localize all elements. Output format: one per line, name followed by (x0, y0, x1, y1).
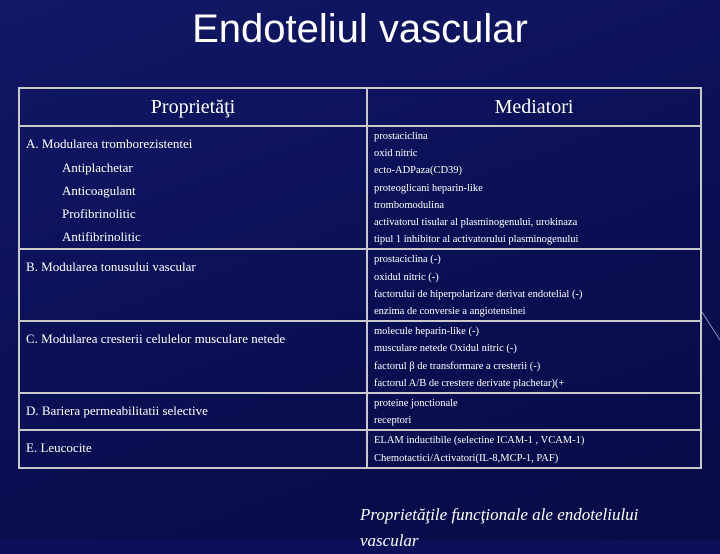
mediator-item: factorul A/B de crestere derivate plachetar)(+ (374, 377, 565, 389)
mediator-item: Chemotactici/Activatori(IL-8,MCP-1, PAF) (374, 452, 559, 464)
mediator-item: prostaciclina (-) (374, 254, 441, 266)
mediator-item: proteine jonctionale (374, 398, 458, 410)
property-cell (19, 126, 367, 249)
mediator-item: enzima de conversie a angiotensinei (374, 306, 526, 318)
sub-property: Anticoagulant (62, 183, 136, 198)
properties-table (18, 87, 702, 469)
mediator-item: factorul β de transformare a cresterii (-) (374, 360, 541, 372)
sub-property: Antiplachetar (62, 160, 133, 175)
property-label: A. Modularea tromborezistentei (26, 136, 193, 151)
property-cell (19, 393, 367, 430)
property-cell (19, 249, 367, 321)
header-properties: Proprietăţi (19, 88, 367, 126)
mediator-item: receptori (374, 415, 412, 427)
mediator-item: activatorul tisular al plasminogenului, urokinaza (374, 217, 578, 229)
mediators-cell (367, 321, 701, 393)
slide-caption: Proprietăţile funcţionale ale endoteliului vascular (360, 505, 639, 550)
mediator-item: factorului de hiperpolarizare derivat endotelial (-) (374, 288, 583, 300)
property-cell (19, 321, 367, 393)
mediator-item: molecule heparin-like (-) (374, 326, 479, 338)
mediator-item: musculare netede Oxidul nitric (-) (374, 343, 517, 355)
mediators-cell (367, 249, 701, 321)
mediator-item: prostaciclina (374, 131, 428, 142)
decorative-line (700, 310, 720, 350)
table-row (19, 321, 701, 393)
table-row (19, 430, 701, 467)
property-label: B. Modularea tonusului vascular (26, 259, 196, 275)
sub-property: Antifibrinolitic (62, 229, 141, 244)
property-label: C. Modularea cresterii celulelor musculare netede (26, 331, 286, 347)
mediators-cell (367, 430, 701, 467)
table-header-row (19, 88, 701, 126)
slide-title: Endoteliul vascular (192, 7, 528, 51)
property-label: D. Bariera permeabilitatii selective (26, 403, 208, 419)
mediator-item: ecto-ADPaza(CD39) (374, 165, 463, 177)
mediators-cell (367, 126, 701, 249)
sub-property: Profibrinolitic (62, 206, 136, 221)
mediator-item: proteoglicani heparin-like (374, 182, 483, 194)
table-row (19, 249, 701, 321)
table-row (19, 126, 701, 249)
mediator-item: oxidul nitric (-) (374, 271, 439, 283)
header-mediators: Mediatori (367, 88, 701, 126)
mediator-item: oxid nitric (374, 148, 418, 160)
mediators-cell (367, 393, 701, 430)
table-row (19, 393, 701, 430)
property-cell (19, 430, 367, 467)
mediator-item: ELAM inductibile (selectine ICAM-1 , VCAM-1) (374, 435, 585, 447)
property-label: E. Leucocite (26, 440, 92, 456)
mediator-item: trombomodulina (374, 199, 444, 211)
mediator-item: tipul 1 inhibitor al activatorului plasminogenului (374, 234, 579, 246)
